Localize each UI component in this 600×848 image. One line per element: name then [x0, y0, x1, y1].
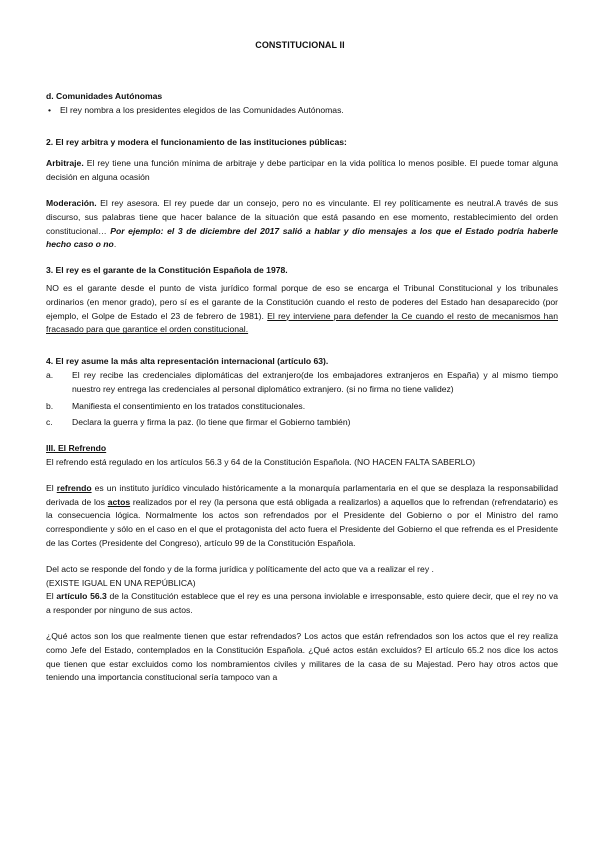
text-run: El: [46, 482, 57, 493]
document-body: [46, 90, 558, 685]
moderacion-label: Moderación.: [46, 197, 97, 208]
arbitraje-label: Arbitraje.: [46, 158, 84, 169]
moderacion-end: .: [113, 239, 117, 250]
text-run: El: [46, 591, 57, 602]
list-item: [46, 369, 558, 397]
section-d-heading: d. Comunidades Autónomas: [46, 91, 163, 101]
page-title: CONSTITUCIONAL II: [255, 40, 345, 50]
section-3-heading: 3. El rey es el garante de la Constitución Española de 1978.: [46, 265, 288, 276]
item-label: a.: [46, 369, 54, 380]
arbitraje-paragraph: [46, 157, 558, 185]
list-item: [46, 416, 558, 430]
moderacion-text: El rey asesora. El rey puede dar un consejo, pero no es vinculante. El rey políticamente es neutral.A través de sus discurso, sus palabras tiene que hacer balance de la situación que está pasando en ese momento, restablecimiento del orden constitucional…: [46, 197, 558, 236]
item-label: b.: [46, 400, 54, 411]
text-run: realizados por el rey (la persona que está obligada a realizarlos) a aquellos que lo refrendan (refrendatario) es la consecuencia lógica. Normalmente los actos son refrendados por el Presidente del Gobierno o por el Ministro del ramo correspondiente y sólo en el caso en el que el protagonista del acto fuera el Presidente del Gobierno el que refrenda es el Presidente de las Cortes (Presidente del Congreso), artículo 99 de la Constitución Española.: [46, 496, 558, 548]
text-run: es un instituto jurídico vinculado históricamente a la monarquía parlamentaria en el que se desplaza la responsabilidad derivada de los: [46, 482, 558, 507]
refrendo-definition: [46, 482, 558, 551]
bullet-text: El rey nombra a los presidentes elegidos de las Comunidades Autónomas.: [60, 104, 344, 115]
refrendo-term: refrendo: [56, 482, 92, 493]
section-4-heading: 4. El rey asume la más alta representación internacional (artículo 63).: [46, 356, 329, 367]
responsibility-line: Del acto se responde del fondo y de la forma jurídica y políticamente del acto que va a realizar el rey .: [46, 563, 434, 574]
article-56-paragraph: [46, 590, 558, 618]
republic-note: (EXISTE IGUAL EN UNA REPÚBLICA): [46, 577, 196, 588]
item-text: Manifiesta el consentimiento en los tratados constitucionales.: [72, 400, 306, 411]
section-3-paragraph: [46, 282, 558, 337]
list-item: [46, 104, 558, 118]
section-III-heading: III. El Refrendo: [46, 443, 107, 454]
article-56-ref: artículo 56.3: [56, 591, 107, 602]
bullet-mark: •: [48, 104, 52, 115]
item-text: Declara la guerra y firma la paz. (lo tiene que firmar el Gobierno también): [72, 417, 351, 428]
list-item: [46, 400, 558, 414]
moderacion-paragraph: [46, 197, 558, 252]
refrendo-intro: El refrendo está regulado en los artículos 56.3 y 64 de la Constitución Española. (NO HACEN FALTA SABERLO): [46, 456, 476, 467]
moderacion-example: Por ejemplo: el 3 de diciembre del 2017 salió a hablar y dio mensajes a los que el Estado podría haberle hecho caso o no: [46, 225, 558, 250]
item-label: c.: [46, 417, 53, 428]
section-3-underlined: El rey interviene para defender la Ce cuando el resto de mecanismos han fracasado para que garantice el orden constitucional.: [46, 310, 558, 335]
item-text: El rey recibe las credenciales diplomáticas del extranjero(de los embajadores extranjeros en España) y al mismo tiempo nuestro rey entrega las credenciales al personal diplomático extranjero. (si no firma no tiene validez): [72, 369, 558, 394]
acts-paragraph: ¿Qué actos son los que realmente tienen que estar refrendados? Los actos que están refrendados son los actos que el rey realiza como Jefe del Estado, contemplados en la Constitución Española. ¿Qué actos están excluidos? El artículo 65.2 nos dice los actos que tienen que estar excluidos como los nombramientos civiles y militares de la casa de su Majestad. Pero hay otros actos que teniendo una importancia constitucional sería tampoco van a: [46, 630, 558, 683]
text-run: de la Constitución establece que el rey es una persona inviolable e irresponsable, esto quiere decir, que el rey no va a responder por ninguno de sus actos.: [46, 591, 559, 616]
arbitraje-text: El rey tiene una función mínima de arbitraje y debe participar en la vida política lo menos posible. El puede tomar alguna decisión en alguna ocasión: [46, 158, 558, 183]
section-2-heading: 2. El rey arbitra y modera el funcionamiento de las instituciones públicas:: [46, 136, 347, 147]
section-3-text: NO es el garante desde el punto de vista jurídico formal porque de eso se encarga el Tribunal Constitucional y los tribunales ordinarios (en menor grado), pero sí es el garante de la Constitución cuando el resto de poderes del Estado han desaparecido (por ejemplo, el Golpe de Estado el 23 de febrero de 1981).: [46, 282, 558, 321]
actos-term: actos: [107, 496, 131, 507]
